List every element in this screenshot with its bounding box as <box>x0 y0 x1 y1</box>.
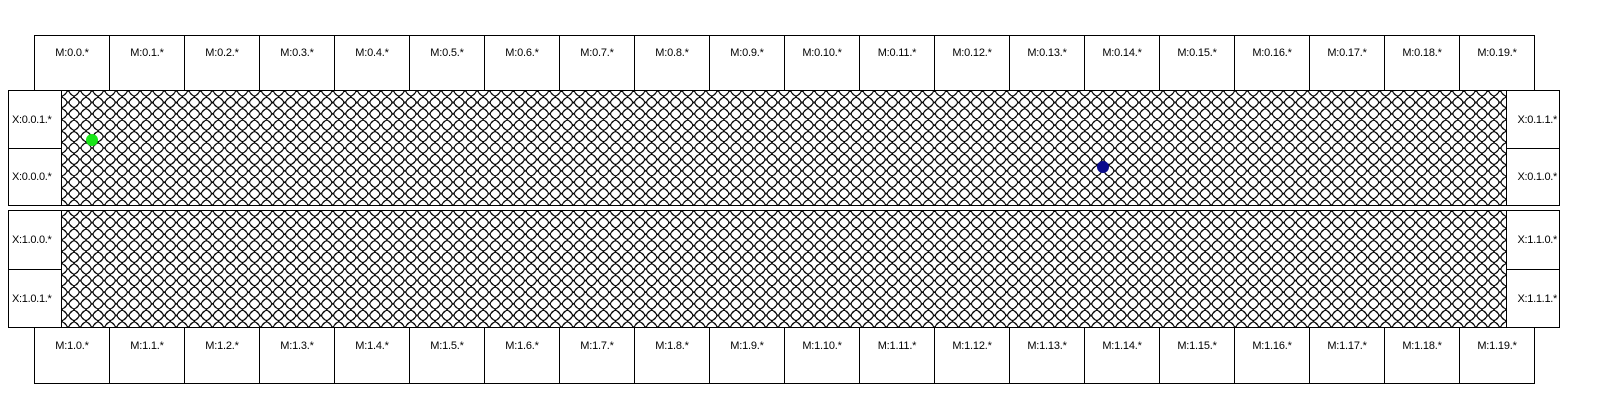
cell-grid-svg <box>62 211 1506 327</box>
module-cell[interactable]: M:1.1.* <box>109 327 185 384</box>
module-cell[interactable]: M:1.0.* <box>34 327 110 384</box>
module-cell[interactable]: M:0.13.* <box>1009 35 1085 91</box>
cell-grid-block-0 <box>62 91 1506 205</box>
cell-grid-svg <box>62 91 1506 205</box>
row-label-left[interactable]: X:1.0.1.* <box>9 269 63 327</box>
row-label-right[interactable]: X:1.1.1.* <box>1505 269 1559 327</box>
lattice <box>62 91 1506 205</box>
row-label-left[interactable]: X:0.0.1.* <box>9 91 63 148</box>
row-label-right[interactable]: X:1.1.0.* <box>1505 211 1559 269</box>
module-cell[interactable]: M:0.1.* <box>109 35 185 91</box>
module-cell[interactable]: M:1.2.* <box>184 327 260 384</box>
module-cell[interactable]: M:1.4.* <box>334 327 410 384</box>
module-cell[interactable]: M:0.6.* <box>484 35 560 91</box>
module-cell[interactable]: M:0.4.* <box>334 35 410 91</box>
blue-marker[interactable] <box>1097 161 1109 173</box>
cell-grid-block-1 <box>62 211 1506 327</box>
module-cell[interactable]: M:0.12.* <box>934 35 1010 91</box>
module-cell[interactable]: M:1.6.* <box>484 327 560 384</box>
module-cell[interactable]: M:1.5.* <box>409 327 485 384</box>
module-cell[interactable]: M:1.17.* <box>1309 327 1385 384</box>
module-cell[interactable]: M:0.10.* <box>784 35 860 91</box>
module-cell[interactable]: M:0.15.* <box>1159 35 1235 91</box>
row-label-left[interactable]: X:1.0.0.* <box>9 211 63 269</box>
module-cell[interactable]: M:0.17.* <box>1309 35 1385 91</box>
module-cell[interactable]: M:0.0.* <box>34 35 110 91</box>
module-cell[interactable]: M:1.11.* <box>859 327 935 384</box>
row-label-right[interactable]: X:0.1.1.* <box>1505 91 1559 148</box>
module-cell[interactable]: M:1.16.* <box>1234 327 1310 384</box>
module-cell[interactable]: M:1.12.* <box>934 327 1010 384</box>
lattice-diamonds <box>62 91 1506 205</box>
module-cell[interactable]: M:1.7.* <box>559 327 635 384</box>
module-cell[interactable]: M:0.8.* <box>634 35 710 91</box>
module-cell[interactable]: M:0.5.* <box>409 35 485 91</box>
module-cell[interactable]: M:1.19.* <box>1459 327 1535 384</box>
module-cell[interactable]: M:0.9.* <box>709 35 785 91</box>
green-marker[interactable] <box>86 134 98 146</box>
module-cell[interactable]: M:1.15.* <box>1159 327 1235 384</box>
module-cell[interactable]: M:1.13.* <box>1009 327 1085 384</box>
module-cell[interactable]: M:0.14.* <box>1084 35 1160 91</box>
module-cell[interactable]: M:0.16.* <box>1234 35 1310 91</box>
module-cell[interactable]: M:0.2.* <box>184 35 260 91</box>
module-cell[interactable]: M:1.14.* <box>1084 327 1160 384</box>
module-cell[interactable]: M:0.3.* <box>259 35 335 91</box>
lattice <box>62 211 1506 327</box>
module-cell[interactable]: M:1.10.* <box>784 327 860 384</box>
module-cell[interactable]: M:1.3.* <box>259 327 335 384</box>
module-cell[interactable]: M:1.8.* <box>634 327 710 384</box>
row-label-right[interactable]: X:0.1.0.* <box>1505 148 1559 205</box>
module-cell[interactable]: M:0.19.* <box>1459 35 1535 91</box>
module-cell[interactable]: M:1.18.* <box>1384 327 1460 384</box>
lattice-diamonds <box>62 211 1506 327</box>
module-cell[interactable]: M:0.7.* <box>559 35 635 91</box>
module-cell[interactable]: M:1.9.* <box>709 327 785 384</box>
row-label-left[interactable]: X:0.0.0.* <box>9 148 63 205</box>
module-cell[interactable]: M:0.18.* <box>1384 35 1460 91</box>
module-cell[interactable]: M:0.11.* <box>859 35 935 91</box>
